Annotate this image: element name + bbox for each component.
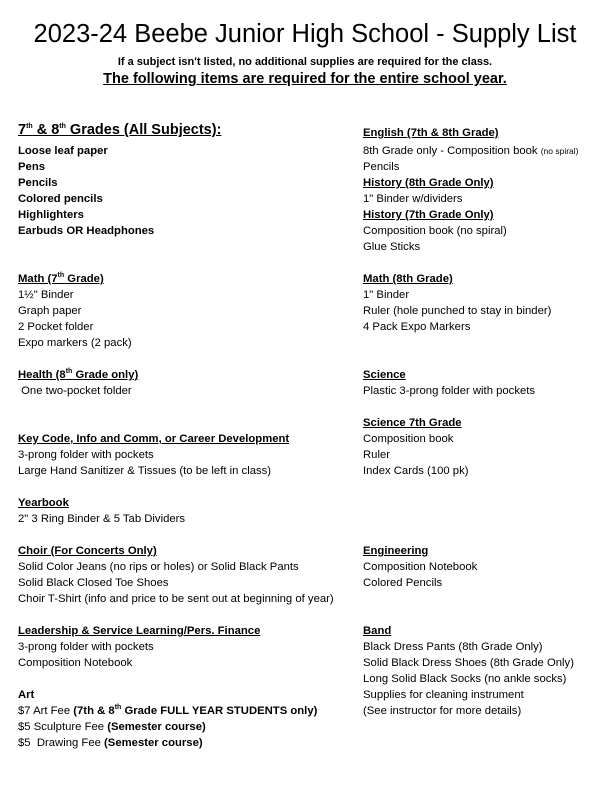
list-item: Highlighters: [18, 209, 84, 221]
history7-heading: History (7th Grade Only): [363, 209, 494, 221]
art-fee-line: $7 Art Fee (7th & 8th Grade FULL YEAR STUDENTS only): [18, 704, 318, 717]
list-item: 1" Binder w/dividers: [363, 193, 463, 205]
all-subjects-heading: 7th & 8th Grades (All Subjects):: [18, 122, 222, 138]
list-item: Composition Notebook: [18, 657, 133, 669]
list-item: Composition book: [363, 433, 454, 445]
list-item: Colored Pencils: [363, 577, 443, 589]
drawing-fee-line: $5 Drawing Fee (Semester course): [18, 737, 203, 749]
yearbook-heading: Yearbook: [18, 497, 69, 509]
list-item: 3-prong folder with pockets: [18, 449, 154, 461]
list-item: Loose leaf paper: [18, 145, 108, 157]
list-item: Index Cards (100 pk): [363, 465, 469, 477]
list-item: Composition Notebook: [363, 561, 478, 573]
list-item: 4 Pack Expo Markers: [363, 321, 471, 333]
health-heading: Health (8th Grade only): [18, 368, 139, 381]
list-item: Solid Color Jeans (no rips or holes) or Solid Black Pants: [18, 561, 299, 573]
list-item: 2 Pocket folder: [18, 321, 94, 333]
list-item: Solid Black Dress Shoes (8th Grade Only): [363, 657, 574, 669]
art-heading: Art: [18, 689, 35, 701]
list-item: (See instructor for more details): [363, 705, 522, 717]
math7-heading: Math (7th Grade): [18, 272, 104, 285]
engineering-heading: Engineering: [363, 545, 429, 557]
science7-heading: Science 7th Grade: [363, 417, 462, 429]
sculpture-fee-line: $5 Sculpture Fee (Semester course): [18, 721, 206, 733]
list-item: Colored pencils: [18, 193, 103, 205]
choir-heading: Choir (For Concerts Only): [18, 545, 157, 557]
list-item: Choir T-Shirt (info and price to be sent out at beginning of year): [18, 593, 334, 605]
list-item: Supplies for cleaning instrument: [363, 689, 524, 701]
math8-heading: Math (8th Grade): [363, 273, 453, 285]
list-item: Expo markers (2 pack): [18, 337, 132, 349]
list-item: Ruler: [363, 449, 390, 461]
list-item: Plastic 3-prong folder with pockets: [363, 385, 536, 397]
list-item: 8th Grade only - Composition book (no spiral): [363, 145, 579, 157]
list-item: Ruler (hole punched to stay in binder): [363, 305, 552, 317]
list-item: 3-prong folder with pockets: [18, 641, 154, 653]
subject-note: If a subject isn't listed, no additional supplies are required for the class.: [117, 56, 493, 68]
list-item: Pencils: [18, 177, 58, 189]
list-item: Pencils: [363, 161, 400, 173]
list-item: Graph paper: [18, 305, 82, 317]
list-item: Glue Sticks: [363, 241, 421, 253]
list-item: Black Dress Pants (8th Grade Only): [363, 641, 543, 653]
band-heading: Band: [363, 625, 392, 637]
list-item: 2" 3 Ring Binder & 5 Tab Dividers: [18, 513, 186, 525]
list-item: 1" Binder: [363, 289, 410, 301]
list-item: Earbuds OR Headphones: [18, 225, 155, 237]
list-item: Composition book (no spiral): [363, 225, 507, 237]
history8-heading: History (8th Grade Only): [363, 177, 494, 189]
english-heading: English (7th & 8th Grade): [363, 127, 499, 139]
list-item: One two-pocket folder: [18, 385, 132, 397]
keycode-heading: Key Code, Info and Comm, or Career Development: [18, 433, 290, 445]
science-heading: Science: [363, 369, 406, 381]
list-item: Pens: [18, 161, 46, 173]
list-item: Long Solid Black Socks (no ankle socks): [363, 673, 567, 685]
list-item: 1½" Binder: [18, 289, 74, 301]
list-item: Solid Black Closed Toe Shoes: [18, 577, 169, 589]
leadership-heading: Leadership & Service Learning/Pers. Finance: [18, 625, 261, 637]
list-item: Large Hand Sanitizer & Tissues (to be left in class): [18, 465, 272, 477]
required-notice: The following items are required for the entire school year.: [103, 71, 507, 87]
page-title: 2023-24 Beebe Junior High School - Supply List: [33, 20, 577, 48]
